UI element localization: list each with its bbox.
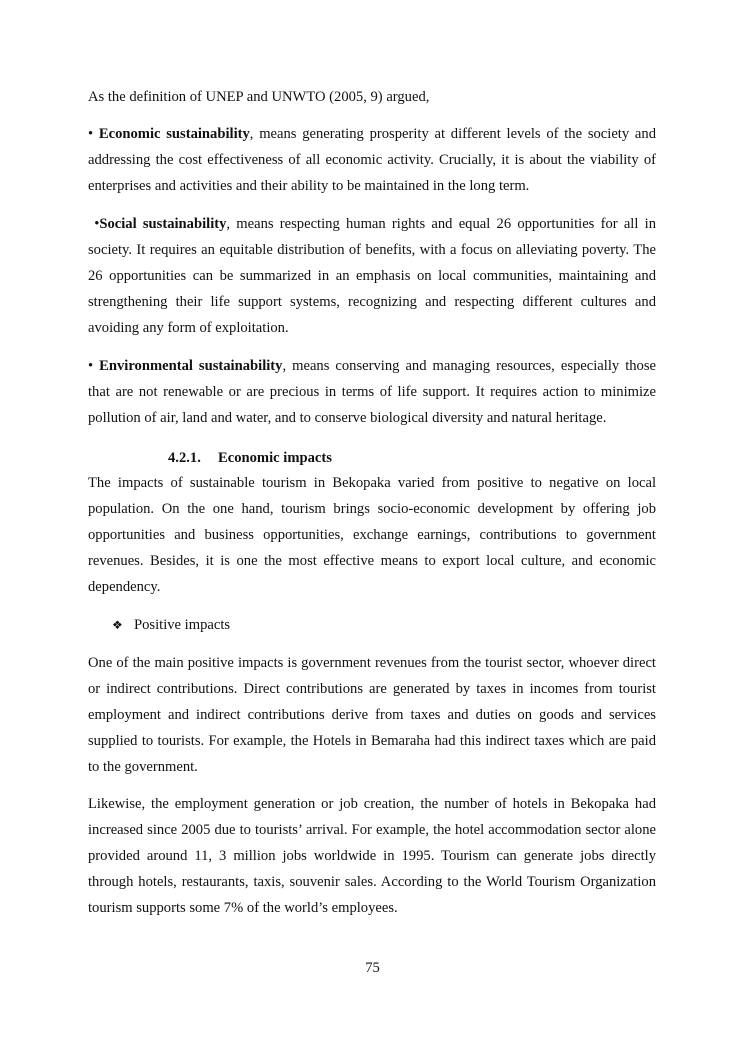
subheading-title: Positive impacts bbox=[134, 617, 231, 633]
bullet-marker: • bbox=[88, 126, 99, 142]
intro-paragraph: As the definition of UNEP and UNWTO (2005, 9) argued, bbox=[88, 89, 430, 105]
bullet-marker: • bbox=[88, 216, 100, 232]
bullet-term: Economic sustainability bbox=[98, 126, 250, 142]
body-paragraph: Likewise, the employment generation or job creation, the number of hotels in Bekopaka had increased since 2005 due to tourists’ arrival. For example, the hotel accommodation sector alone provided around 11, 3 million jobs worldwide in 1995. Tourism can generate jobs directly through hotels, restaurants, taxis, souvenir sales. According to the World Tourism Organization tourism supports some 7% of the world’s employees. bbox=[88, 796, 656, 916]
bullet-text: , means conserving and managing resources, especially those that are not renewable or are precious in terms of life support. It requires action to minimize pollution of air, land and water, and to conserve biological diversity and natural heritage. bbox=[88, 358, 656, 426]
section-number: 4.2.1. bbox=[168, 450, 201, 466]
bullet-text: , means generating prosperity at different levels of the society and addressing the cost effectiveness of all economic activity. Crucially, it is about the viability of enterprises and activities and their ability to be maintained in the long term. bbox=[88, 126, 656, 194]
section-heading bbox=[168, 445, 332, 471]
bullet-marker: • bbox=[88, 358, 100, 374]
bullet-environmental-sustainability bbox=[88, 353, 656, 431]
bullet-text: , means respecting human rights and equal 26 opportunities for all in society. It requires an equitable distribution of benefits, with a focus on alleviating poverty. The 26 opportunities can be summarized in an emphasis on local communities, maintaining and strengthening their life support systems, recognizing and respecting different cultures and avoiding any form of exploitation. bbox=[88, 216, 656, 336]
subheading bbox=[112, 612, 230, 638]
bullet-term: Social sustainability bbox=[99, 216, 227, 232]
bullet-economic-sustainability bbox=[88, 121, 656, 199]
diamond-bullet-icon: ❖ bbox=[112, 618, 123, 632]
section-paragraph: The impacts of sustainable tourism in Bekopaka varied from positive to negative on local population. On the one hand, tourism brings socio-economic development by offering job opportunities and business opportunities, exchange earnings, contributions to government revenues. Besides, it is one the most effective means to export local culture, and economic dependency. bbox=[88, 475, 656, 595]
page-number: 75 bbox=[365, 960, 380, 976]
bullet-term: Environmental sustainability bbox=[99, 358, 283, 374]
bullet-social-sustainability bbox=[88, 211, 656, 341]
section-title: Economic impacts bbox=[218, 450, 332, 466]
body-paragraph: One of the main positive impacts is government revenues from the tourist sector, whoever direct or indirect contributions. Direct contributions are generated by taxes in incomes from tourist employment and indirect contributions derive from taxes and duties on goods and services supplied to tourists. For example, the Hotels in Bemaraha had this indirect taxes which are paid to the government. bbox=[88, 655, 656, 775]
